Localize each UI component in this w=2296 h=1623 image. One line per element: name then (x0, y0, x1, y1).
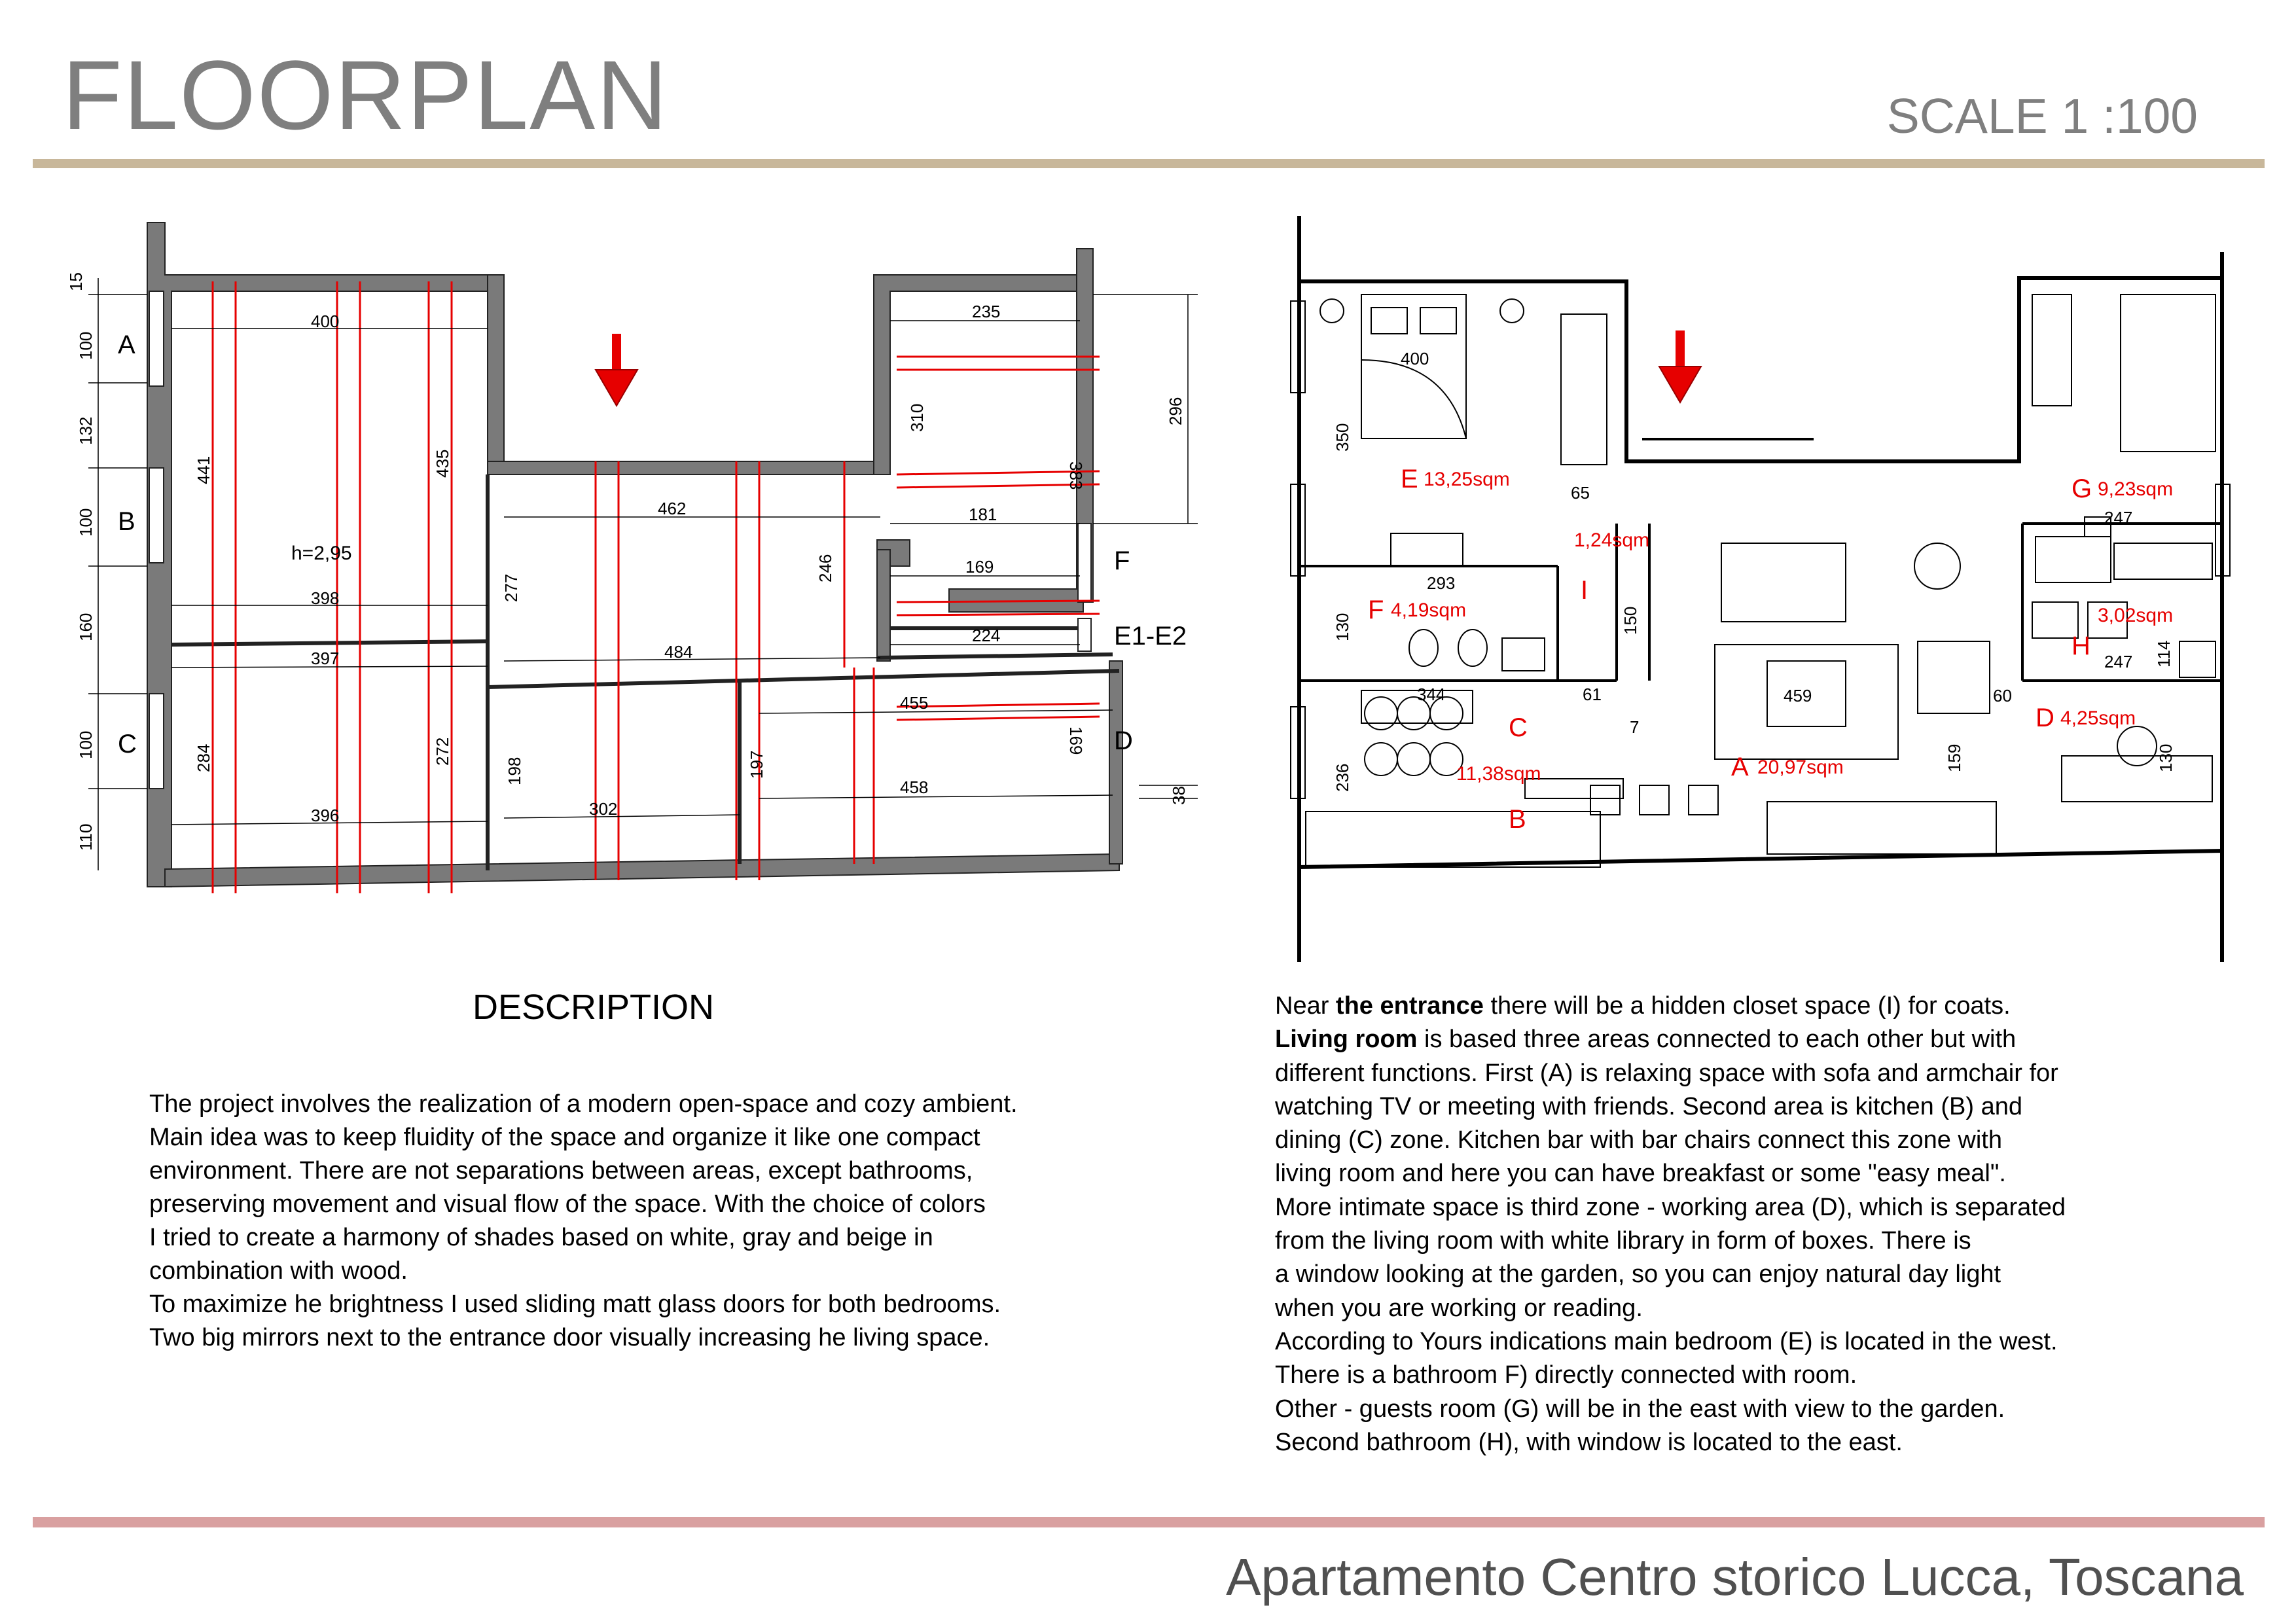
room-a (1731, 753, 1844, 781)
desc-line: when you are working or reading. (1275, 1294, 1643, 1322)
room-area: 13,25sqm (1424, 469, 1510, 490)
dim-text: 396 (311, 806, 340, 825)
dim-text: 100 (76, 508, 96, 537)
dim-text: 302 (589, 799, 618, 819)
dim-text: 246 (816, 554, 835, 582)
desc-line: preserving movement and visual flow of the space. With the choice of colors (149, 1190, 986, 1218)
dim-text: 441 (194, 455, 213, 484)
dim-text: 383 (1066, 461, 1086, 490)
dim-text: 197 (747, 750, 766, 779)
desc-line (1275, 1023, 2231, 1056)
dim-text: 400 (1401, 349, 1429, 368)
desc-line: living room and here you can have breakfast or some "easy meal". (1275, 1160, 2006, 1188)
desc-line: a window looking at the garden, so you can enjoy natural day light (1275, 1260, 2001, 1289)
desc-line: Second bathroom (H), with window is located to the east. (1275, 1428, 1903, 1456)
dim-text: 235 (972, 302, 1001, 321)
desc-line: I tried to create a harmony of shades based on white, gray and beige in (149, 1224, 933, 1251)
dim-text: 293 (1427, 573, 1456, 593)
desc-fragment: there will be a hidden closet space (I) for coats. (1483, 992, 2011, 1020)
desc-line (1275, 990, 2231, 1023)
dim-text: 169 (965, 557, 994, 577)
description-right (1275, 990, 2231, 1459)
side-label: C (118, 730, 137, 758)
dim-text: 61 (1583, 685, 1602, 704)
room-area: 11,38sqm (1456, 763, 1541, 785)
bed-e (1320, 294, 1607, 465)
room-c (1456, 713, 1541, 785)
dim-text: 247 (2104, 652, 2133, 671)
desc-line: The project involves the realization of a modern open-space and cozy ambient. (149, 1090, 1018, 1118)
entrance-arrow (1659, 330, 1701, 402)
desc-line: According to Yours indications main bedroom (E) is located in the west. (1275, 1327, 2058, 1355)
page-title: FLOORPLAN (62, 40, 669, 150)
dim-text: 130 (2156, 743, 2176, 772)
room-letter: G (2072, 474, 2092, 503)
dim-text: 65 (1571, 483, 1590, 503)
side-label: F (1114, 546, 1130, 575)
dim-text: 132 (76, 416, 96, 445)
desc-bold: the entrance (1335, 992, 1484, 1020)
dim-text: 60 (1993, 686, 2012, 705)
room-letter: I (1581, 576, 1588, 605)
dim-text: 296 (1166, 397, 1185, 425)
dim-text: 181 (969, 505, 997, 524)
desc-line: There is a bathroom F) directly connected with room. (1275, 1361, 1857, 1389)
dim-text: 114 (2154, 640, 2174, 668)
room-i (1574, 529, 1649, 605)
room-area: 1,24sqm (1574, 529, 1650, 551)
entrance-arrow (596, 334, 637, 406)
desc-line: Two big mirrors next to the entrance door visually increasing he living space. (149, 1324, 990, 1351)
dim-text: 15 (66, 272, 86, 291)
dim-text: 350 (1333, 423, 1352, 452)
dim-text: 150 (1621, 606, 1640, 635)
room-e (1401, 465, 1510, 493)
living-furniture (1643, 438, 1996, 854)
description-left (149, 1088, 1210, 1355)
desc-line: Main idea was to keep fluidity of the space and organize it like one compact (149, 1124, 980, 1151)
dim-text: 7 (1630, 717, 1640, 737)
top-divider (33, 159, 2265, 168)
desc-line: different functions. First (A) is relaxing space with sofa and armchair for (1275, 1059, 2058, 1087)
dim-text: 159 (1945, 743, 1964, 772)
dim-text: 38 (1169, 786, 1189, 805)
room-letter: C (1509, 713, 1528, 742)
dim-text: 398 (311, 588, 340, 608)
room-letter: A (1731, 753, 1749, 781)
bed-g (2032, 294, 2215, 582)
dim-text: 284 (194, 743, 213, 772)
proposed-floorplan (1263, 209, 2258, 969)
room-letter: H (2072, 632, 2090, 660)
dim-text: 310 (907, 403, 927, 432)
dim-text: 459 (1784, 686, 1812, 705)
room-area: 20,97sqm (1757, 757, 1844, 778)
bottom-divider (33, 1517, 2265, 1527)
desc-line: Other - guests room (G) will be in the east with view to the garden. (1275, 1395, 2005, 1423)
footer-caption: Apartamento Centro storico Lucca, Toscana (1226, 1548, 2244, 1606)
desc-fragment: is based three areas connected to each other but with (1417, 1026, 2017, 1054)
room-d (2036, 704, 2136, 732)
room-area: 3,02sqm (2098, 605, 2174, 626)
dim-text: 198 (505, 757, 524, 785)
room-area: 9,23sqm (2098, 478, 2174, 500)
side-label: A (118, 330, 135, 359)
desc-line: More intimate space is third zone - working area (D), which is separated (1275, 1193, 2066, 1221)
room-letter: D (2036, 704, 2054, 732)
side-label: B (118, 507, 135, 536)
dim-text: 247 (2104, 508, 2133, 527)
description-heading: DESCRIPTION (473, 988, 715, 1027)
side-label: E1-E2 (1114, 622, 1187, 651)
desc-line: combination with wood. (149, 1257, 408, 1285)
dim-text: 458 (900, 777, 929, 797)
bathroom-h-fixtures (2032, 602, 2215, 802)
dim-text: 462 (658, 499, 687, 518)
desc-line: from the living room with white library in form of boxes. There is (1275, 1227, 1971, 1255)
room-b (1509, 805, 1526, 834)
scale-label: SCALE 1 :100 (1886, 88, 2198, 143)
dim-text: 224 (972, 626, 1001, 645)
desc-line: watching TV or meeting with friends. Second area is kitchen (B) and (1275, 1092, 2022, 1120)
room-letter: B (1509, 805, 1526, 834)
existing-floorplan (59, 209, 1189, 995)
side-label: D (1114, 726, 1133, 755)
room-area: 4,19sqm (1391, 599, 1467, 621)
dim-text: 100 (76, 331, 96, 360)
room-area: 4,25sqm (2060, 707, 2136, 729)
dim-text: 435 (433, 449, 452, 478)
dim-text: 236 (1333, 763, 1352, 792)
dim-text: 344 (1417, 685, 1446, 704)
desc-line: dining (C) zone. Kitchen bar with bar chairs connect this zone with (1275, 1126, 2002, 1154)
dim-text: 400 (311, 312, 340, 331)
dim-text: 272 (433, 737, 452, 766)
desc-line: To maximize he brightness I used sliding matt glass doors for both bedrooms. (149, 1291, 1001, 1318)
dim-text: 100 (76, 730, 96, 759)
room-g (2072, 474, 2173, 503)
dim-text: 110 (76, 823, 96, 851)
dim-text: 169 (1066, 726, 1086, 755)
room-f (1368, 596, 1466, 624)
room-letter: F (1368, 596, 1384, 624)
dim-text: 484 (664, 642, 693, 662)
room-letter: E (1401, 465, 1418, 493)
dim-text: 277 (501, 573, 521, 602)
desc-fragment: Near (1275, 992, 1336, 1020)
dim-text: 397 (311, 649, 340, 668)
dimension-lines (88, 278, 1198, 870)
dim-text: 455 (900, 693, 929, 713)
ceiling-height: h=2,95 (291, 543, 352, 564)
desc-bold: Living room (1275, 1026, 1418, 1054)
red-grid (213, 281, 1100, 893)
desc-line: environment. There are not separations between areas, except bathrooms, (149, 1157, 973, 1185)
dim-text: 160 (76, 613, 96, 641)
dim-text: 130 (1333, 613, 1352, 641)
